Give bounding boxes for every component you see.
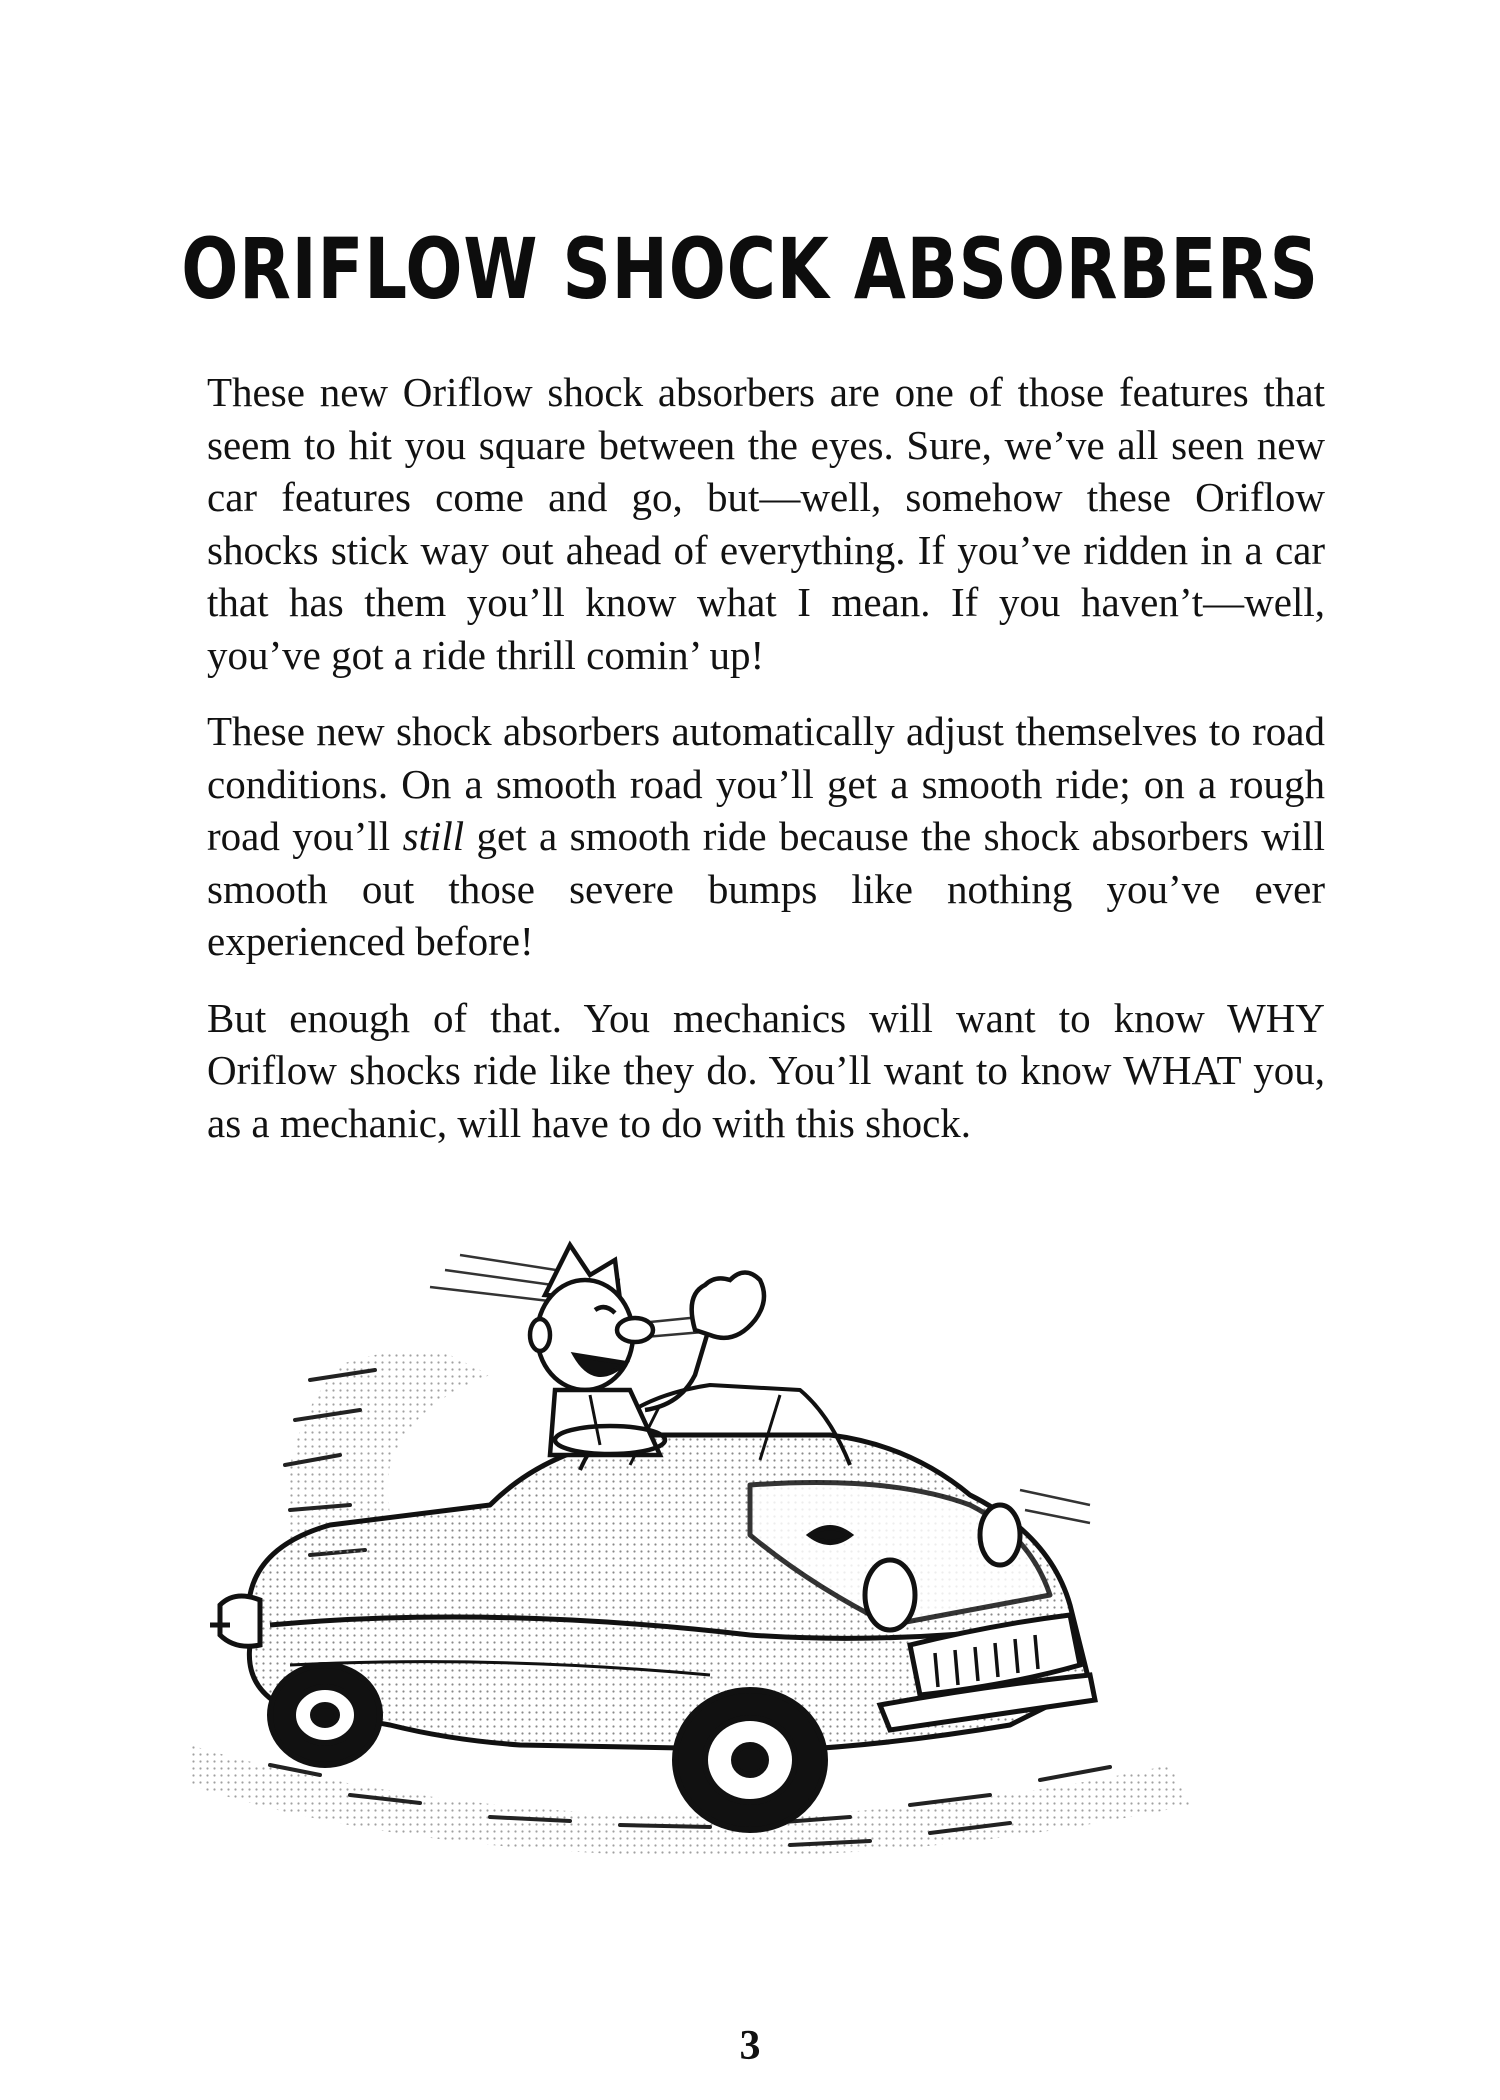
paragraph-1: These new Oriflow shock absorbers are one of those features that seem to hit you square between the eyes. Sure, we’ve all seen new car features come and go, but—well, somehow these Oriflow shocks stick way out ahead of everything. If you’ve ridden in a car that has them you’ll know what I mean. If you haven’t—well, you’ve got a ride thrill comin’ up! [207, 369, 1325, 678]
paragraph-3: But enough of that. You mechanics will want to know WHY Oriflow shocks ride like they do. You’ll want to know WHAT you, as a mechanic, will have to do with this shock. [207, 994, 1325, 1146]
paragraph-2-emphasis: still [402, 813, 465, 859]
page-title: ORIFLOW SHOCK ABSORBERS [181, 220, 1319, 318]
car-rear-details [210, 1596, 260, 1646]
paragraph-2 [207, 705, 1325, 968]
paragraph-2-start: These new shock absorbers automatically adjust themselves to road conditions. On a smooth road you’ll get a smooth ride; on a rough road you’ll [207, 708, 1325, 859]
driver-figure [530, 1245, 764, 1455]
convertible-car-illustration [190, 1205, 1250, 1855]
body-text [207, 366, 1325, 1173]
paragraph-2-end: get a smooth ride because the shock absorbers will smooth out those severe bumps like nothing you’ve ever experienced before! [207, 813, 1325, 964]
page-number: 3 [739, 2023, 761, 2069]
